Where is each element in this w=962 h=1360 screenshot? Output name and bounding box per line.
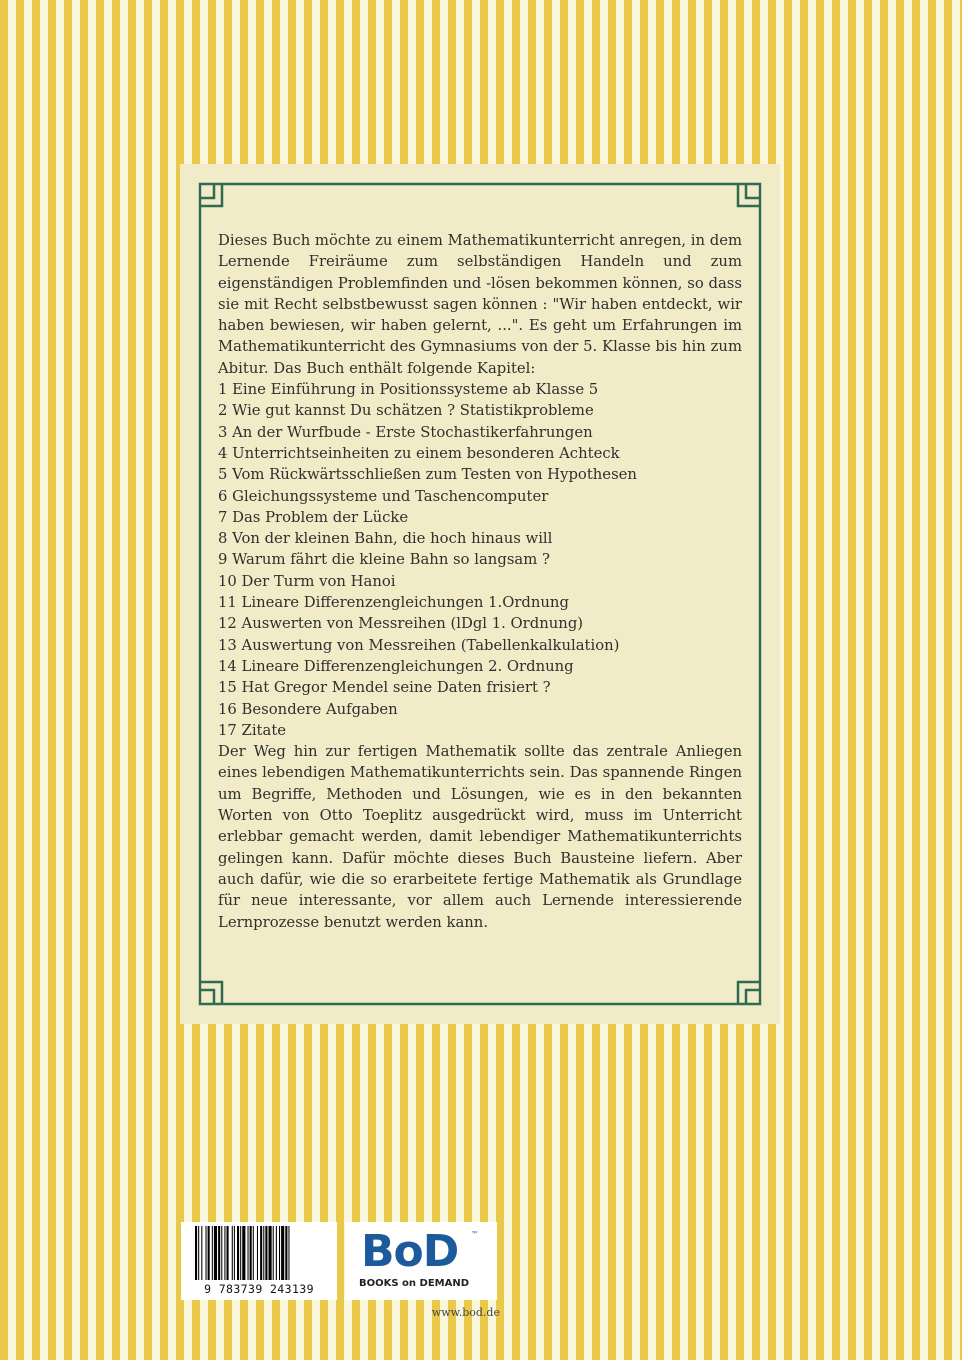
- publisher-url: www.bod.de: [431, 1306, 500, 1319]
- barcode-bar: [195, 1226, 197, 1280]
- barcode-bar: [260, 1226, 262, 1280]
- barcode-bar: [285, 1226, 287, 1280]
- barcode-bar: [206, 1226, 207, 1280]
- barcode-bar: [248, 1226, 249, 1280]
- barcode-bar: [263, 1226, 264, 1280]
- closing-paragraph: Der Weg hin zur fertigen Mathematik sollte das zentrale Anliegen eines lebendigen Mathematikunterrichts sein. Das spannende Ringen um Begriffe, Methoden und Lösungen, wie es in den bekannten Worten von Otto Toeplitz ausgedrückt wird, muss im Unterricht erlebbar gemacht werden, damit lebendiger Mathematikunterrichts gelingen kann. Dafür möchte dieses Buch Bausteine liefern. Aber auch dafür, wie die so erarbeitete fertige Mathematik als Grundlage für neue interessante, vor allem auch Lernende interessierende Lernprozesse benutzt werden kann.: [218, 743, 742, 931]
- chapter-item: 5 Vom Rückwärtsschließen zum Testen von Hypothesen: [218, 466, 637, 484]
- chapter-item: 8 Von der kleinen Bahn, die hoch hinaus will: [218, 530, 553, 548]
- publisher-tagline: BOOKS on DEMAND: [359, 1278, 470, 1289]
- barcode-bar: [221, 1226, 222, 1280]
- barcode-bar: [208, 1226, 210, 1280]
- chapter-item: 13 Auswertung von Messreihen (Tabellenkalkulation): [218, 636, 620, 654]
- chapter-item: 1 Eine Einführung in Positionssysteme ab Klasse 5: [218, 381, 599, 399]
- barcode-bar: [281, 1226, 284, 1280]
- barcode-bars: [195, 1226, 323, 1280]
- chapter-list: [218, 379, 742, 741]
- intro-paragraph: Dieses Buch möchte zu einem Mathematikunterricht anregen, in dem Lernende Freiräume zum selbständigen Handeln und zum eigenständigen Problemfinden und -lösen bekommen können, so dass sie mit Recht selbstbewusst sagen können : "Wir haben entdeckt, wir haben bewiesen, wir haben gelernt, ...". Es geht um Erfahrungen im Mathematikunterricht des Gymnasiums von der 5. Klasse bis hin zum Abitur. Das Buch enthält folgende Kapitel:: [218, 232, 743, 377]
- barcode-bar: [257, 1226, 258, 1280]
- publisher-logo: [345, 1222, 497, 1300]
- isbn-number: 9 783739 243139: [204, 1282, 314, 1296]
- barcode: [181, 1222, 337, 1300]
- barcode-bar: [253, 1226, 254, 1280]
- chapter-item: 4 Unterrichtseinheiten zu einem besonderen Achteck: [218, 444, 620, 462]
- barcode-bar: [279, 1226, 280, 1280]
- barcode-bar: [227, 1226, 229, 1280]
- barcode-bar: [232, 1226, 233, 1280]
- chapter-item: 12 Auswerten von Messreihen (lDgl 1. Ordnung): [218, 615, 584, 633]
- chapter-item: 2 Wie gut kannst Du schätzen ? Statistikprobleme: [218, 402, 594, 420]
- barcode-bar: [214, 1226, 217, 1280]
- barcode-bar: [198, 1226, 199, 1280]
- chapter-item: 3 An der Wurfbude - Erste Stochastikerfahrungen: [218, 423, 593, 441]
- trademark-symbol: ™: [471, 1230, 479, 1239]
- blurb-text: [218, 230, 742, 933]
- barcode-bar: [250, 1226, 252, 1280]
- barcode-bar: [201, 1226, 202, 1280]
- barcode-bar: [242, 1226, 245, 1280]
- chapter-item: 14 Lineare Differenzengleichungen 2. Ordnung: [218, 657, 574, 675]
- barcode-bar: [273, 1226, 274, 1280]
- barcode-bar: [224, 1226, 225, 1280]
- chapter-item: 7 Das Problem der Lücke: [218, 508, 409, 526]
- barcode-bar: [288, 1226, 289, 1280]
- chapter-item: 16 Besondere Aufgaben: [218, 700, 398, 718]
- chapter-item: 15 Hat Gregor Mendel seine Daten frisiert ?: [218, 679, 551, 697]
- barcode-bar: [265, 1226, 267, 1280]
- chapter-item: 11 Lineare Differenzengleichungen 1.Ordnung: [218, 594, 569, 612]
- barcode-bar: [218, 1226, 220, 1280]
- barcode-bar: [212, 1226, 213, 1280]
- barcode-bar: [240, 1226, 241, 1280]
- chapter-item: 9 Warum fährt die kleine Bahn so langsam ?: [218, 551, 550, 569]
- description-panel: [180, 164, 780, 1024]
- chapter-item: 10 Der Turm von Hanoi: [218, 572, 396, 590]
- chapter-item: 17 Zitate: [218, 721, 287, 739]
- bod-logo-mark: BoD: [361, 1226, 459, 1277]
- chapter-item: 6 Gleichungssysteme und Taschencomputer: [218, 487, 549, 505]
- barcode-bar: [269, 1226, 272, 1280]
- barcode-bar: [237, 1226, 239, 1280]
- barcode-bar: [276, 1226, 277, 1280]
- barcode-bar: [234, 1226, 235, 1280]
